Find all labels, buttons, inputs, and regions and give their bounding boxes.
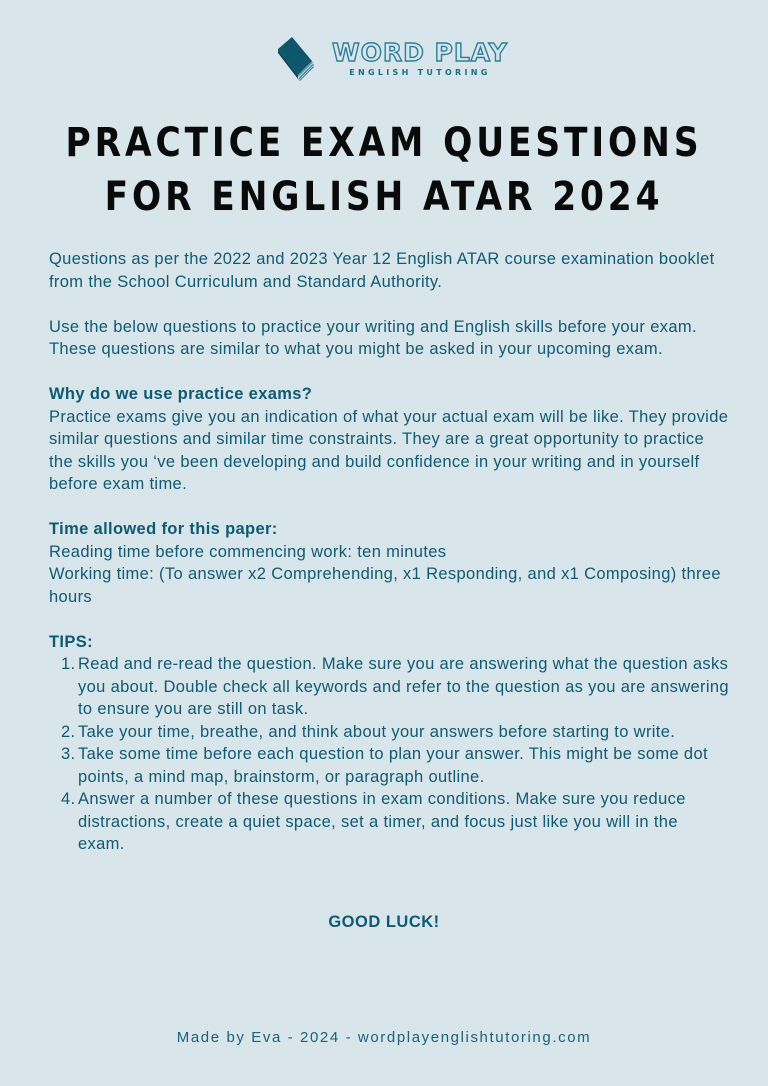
page-title bbox=[54, 116, 714, 224]
working-time-line: Working time: (To answer x2 Comprehending, x1 Responding, and x1 Composing) three hours bbox=[49, 565, 721, 606]
tip-number: 3. bbox=[61, 745, 76, 763]
word-play-logo bbox=[254, 26, 516, 90]
document-body bbox=[49, 248, 729, 856]
tip-item bbox=[61, 653, 729, 721]
tip-text: Take some time before each question to plan your answer. This might be some dot points, a mind map, brainstorm, or paragraph outline. bbox=[78, 745, 708, 786]
tip-number: 1. bbox=[61, 655, 76, 673]
tip-item bbox=[61, 743, 729, 788]
tip-item bbox=[61, 721, 729, 744]
intro-paragraph-2: Use the below questions to practice your writing and English skills before your exam. These questions are similar to what you might be asked in your upcoming exam. bbox=[49, 317, 697, 358]
footer-credit: Made by Eva - 2024 - wordplayenglishtutoring.com bbox=[176, 1029, 592, 1046]
title-line-2: FOR ENGLISH ATAR 2024 bbox=[104, 174, 664, 220]
tip-number: 4. bbox=[61, 790, 76, 808]
why-heading: Why do we use practice exams? bbox=[49, 385, 313, 403]
tip-text: Answer a number of these questions in exam conditions. Make sure you reduce distractions, create a quiet space, set a timer, and focus just like you will in the exam. bbox=[78, 790, 686, 853]
good-luck-closing: GOOD LUCK! bbox=[328, 913, 440, 931]
book-icon bbox=[274, 35, 318, 81]
tip-text: Read and re-read the question. Make sure you are answering what the question asks you about. Double check all keywords and refer to the question as you are answering to ensure you are still on task. bbox=[78, 655, 729, 718]
title-line-1: PRACTICE EXAM QUESTIONS bbox=[65, 120, 703, 166]
tip-item bbox=[61, 788, 729, 856]
tip-text: Take your time, breathe, and think about your answers before starting to write. bbox=[78, 722, 676, 741]
time-heading: Time allowed for this paper: bbox=[49, 520, 278, 538]
tips-list bbox=[49, 653, 729, 856]
intro-paragraph-1: Questions as per the 2022 and 2023 Year 12 English ATAR course examination booklet from the School Curriculum and Standard Authority. bbox=[49, 250, 715, 291]
logo-title: WORD PLAY bbox=[332, 37, 508, 67]
reading-time-line: Reading time before commencing work: ten minutes bbox=[49, 542, 447, 561]
tip-number: 2. bbox=[61, 722, 76, 741]
why-body: Practice exams give you an indication of what your actual exam will be like. They provide similar questions and similar time constraints. They are a great opportunity to practice the skills you ‘ve been developing and build confidence in your writing and in yourself before exam time. bbox=[49, 407, 729, 493]
logo-subtitle: ENGLISH TUTORING bbox=[349, 67, 491, 77]
tips-heading: TIPS: bbox=[49, 632, 93, 651]
